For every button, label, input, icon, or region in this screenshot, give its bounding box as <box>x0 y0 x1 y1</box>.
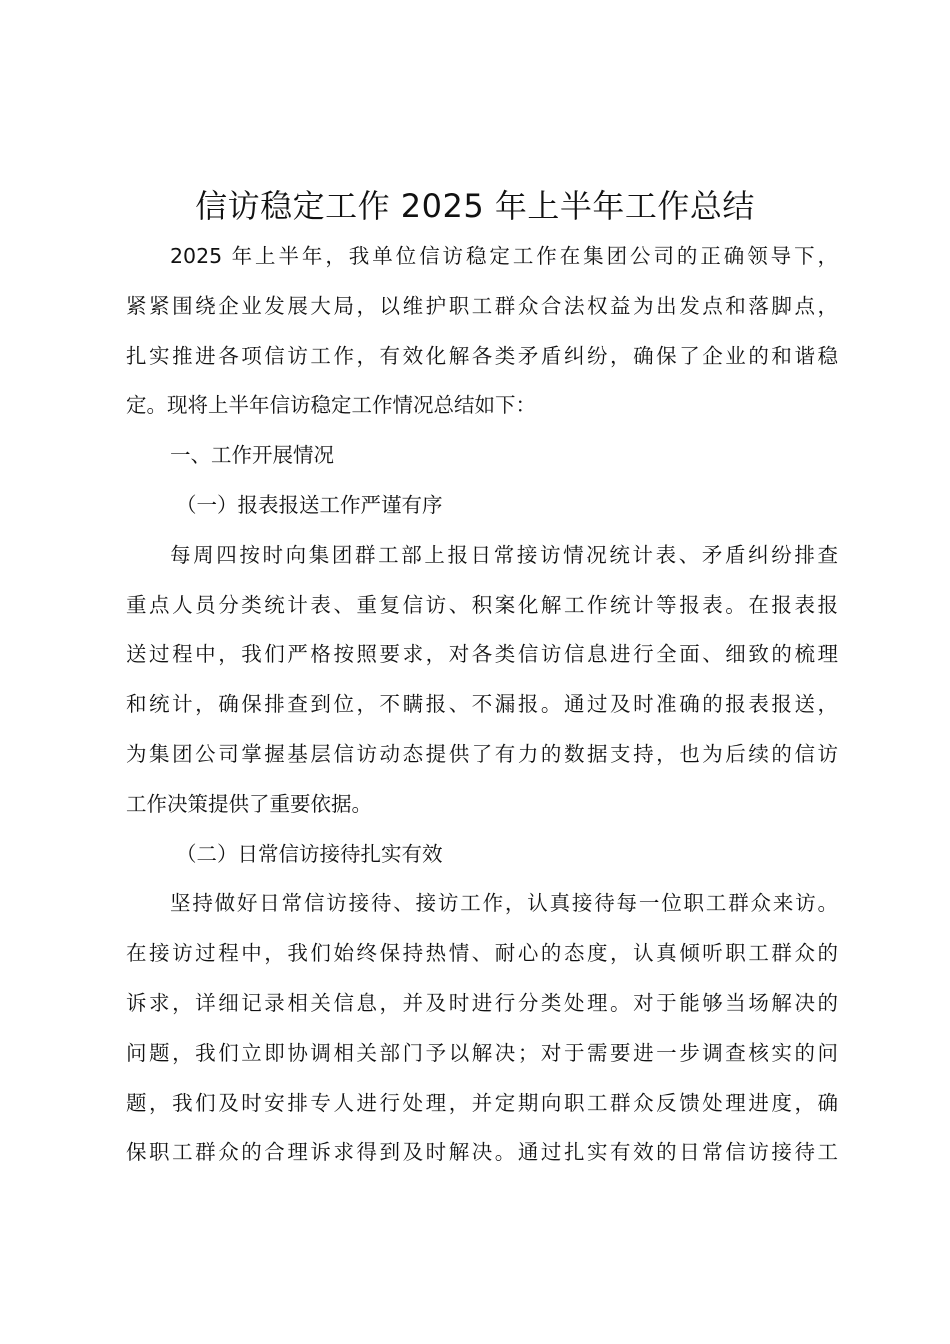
body-line: 问题，我们立即协调相关部门予以解决；对于需要进一步调查核实的问 <box>126 1040 838 1065</box>
body-line: 每周四按时向集团群工部上报日常接访情况统计表、矛盾纠纷排查 <box>170 542 838 567</box>
body-line: 题，我们及时安排专人进行处理，并定期向职工群众反馈处理进度，确 <box>126 1090 838 1115</box>
document-body <box>126 232 838 1178</box>
body-line: 和统计，确保排查到位，不瞒报、不漏报。通过及时准确的报表报送， <box>126 692 838 717</box>
body-line: 扎实推进各项信访工作，有效化解各类矛盾纠纷，确保了企业的和谐稳 <box>126 343 838 368</box>
body-line: 为集团公司掌握基层信访动态提供了有力的数据支持，也为后续的信访 <box>126 741 838 766</box>
body-line: 坚持做好日常信访接待、接访工作，认真接待每一位职工群众来访。 <box>170 891 838 916</box>
subsection-heading: （一）报表报送工作严谨有序 <box>176 492 443 517</box>
subsection-heading: （二）日常信访接待扎实有效 <box>176 841 443 866</box>
body-line: 定。现将上半年信访稳定工作情况总结如下： <box>126 393 536 418</box>
section-heading: 一、工作开展情况 <box>170 443 334 468</box>
body-line: 紧紧围绕企业发展大局，以维护职工群众合法权益为出发点和落脚点， <box>126 293 838 318</box>
body-line: 重点人员分类统计表、重复信访、积案化解工作统计等报表。在报表报 <box>126 592 838 617</box>
document-title: 信访稳定工作 2025 年上半年工作总结 <box>195 187 755 225</box>
body-line: 保职工群众的合理诉求得到及时解决。通过扎实有效的日常信访接待工 <box>126 1140 838 1165</box>
body-line: 在接访过程中，我们始终保持热情、耐心的态度，认真倾听职工群众的 <box>126 941 838 966</box>
body-line: 工作决策提供了重要依据。 <box>126 791 372 816</box>
body-line: 诉求，详细记录相关信息，并及时进行分类处理。对于能够当场解决的 <box>126 990 838 1015</box>
body-line: 2025 年上半年，我单位信访稳定工作在集团公司的正确领导下， <box>170 244 838 268</box>
body-line: 送过程中，我们严格按照要求，对各类信访信息进行全面、细致的梳理 <box>126 642 838 667</box>
